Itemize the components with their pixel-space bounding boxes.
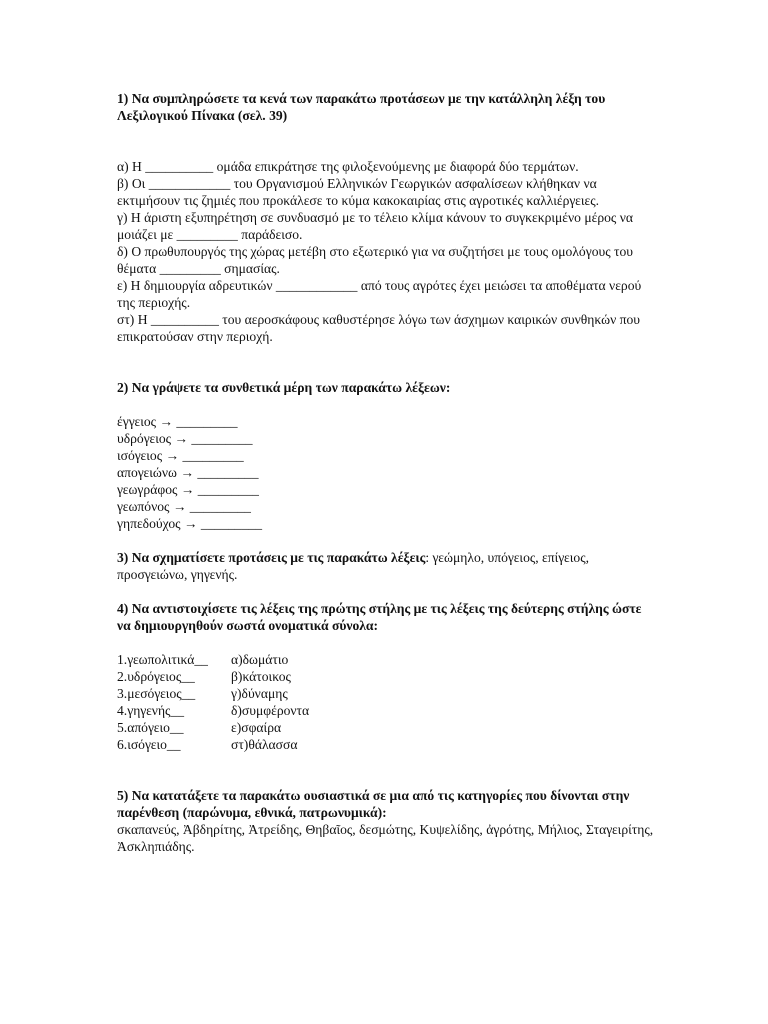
compound-word-item: υδρόγειος → _________ bbox=[117, 431, 253, 446]
matching-row bbox=[117, 736, 657, 753]
exercise-2-words bbox=[117, 413, 657, 532]
exercise-1-sentence-d: δ) Ο πρωθυπουργός της χώρας μετέβη στο εξωτερικό για να συζητήσει με τους ομολόγους του θέματα _________ σημασίας. bbox=[117, 244, 634, 276]
matching-row bbox=[117, 702, 657, 719]
matching-right-item: στ)θάλασσα bbox=[231, 737, 298, 752]
matching-left-item: 2.υδρόγειος__ bbox=[117, 669, 195, 684]
spacer bbox=[117, 634, 657, 651]
matching-right-item: δ)συμφέροντα bbox=[231, 703, 310, 718]
exercise-3-words: : γεώμηλο, υπόγειος, επίγειος, προσγειώνω, γηγενής. bbox=[117, 550, 590, 582]
exercise-4-matching-table bbox=[117, 651, 657, 753]
matching-right-item: ε)σφαίρα bbox=[231, 720, 282, 735]
exercise-1-sentence-b: β) Οι ____________ του Οργανισμού Ελληνικών Γεωργικών ασφαλίσεων κλήθηκαν να εκτιμήσουν τις ζημιές που προκάλεσε το κύμα κακοκαιρίας στις αγροτικές καλλιέργειες. bbox=[117, 176, 599, 208]
matching-row bbox=[117, 719, 657, 736]
matching-row bbox=[117, 668, 657, 685]
exercise-3 bbox=[117, 549, 657, 583]
exercise-2-title: 2) Να γράψετε τα συνθετικά μέρη των παρακάτω λέξεων: bbox=[117, 380, 451, 395]
compound-word-item: γεωπόνος → _________ bbox=[117, 499, 251, 514]
matching-left-item: 1.γεωπολιτικά__ bbox=[117, 652, 208, 667]
matching-row bbox=[117, 685, 657, 702]
spacer bbox=[117, 753, 657, 787]
exercise-5-words: σκαπανεύς, Ἀβδηρίτης, Ἀτρείδης, Θηβαῖος, δεσμώτης, Κυψελίδης, ἀγρότης, Μήλιος, Σταγειρίτης, Ἀσκληπιάδης. bbox=[117, 822, 654, 854]
exercise-4-title: 4) Να αντιστοιχίσετε τις λέξεις της πρώτης στήλης με τις λέξεις της δεύτερης στήλης ώστε να δημιουργηθούν σωστά ονοματικά σύνολα: bbox=[117, 601, 642, 633]
exercise-1-title: 1) Να συμπληρώσετε τα κενά των παρακάτω προτάσεων με την κατάλληλη λέξη του Λεξιλογικού Πίνακα (σελ. 39) bbox=[117, 91, 606, 123]
matching-row bbox=[117, 651, 657, 668]
exercise-1-sentence-c: γ) Η άριστη εξυπηρέτηση σε συνδυασμό με το τέλειο κλίμα κάνουν το συγκεκριμένο μέρος να μοιάζει με _________ παράδεισο. bbox=[117, 210, 633, 242]
compound-word-item: απογειώνω → _________ bbox=[117, 465, 259, 480]
exercise-3-title: 3) Να σχηματίσετε προτάσεις με τις παρακάτω λέξεις bbox=[117, 550, 426, 565]
spacer bbox=[117, 345, 657, 379]
exercise-1-sentences bbox=[117, 158, 657, 345]
matching-left-item: 5.απόγειο__ bbox=[117, 720, 184, 735]
matching-right-item: β)κάτοικος bbox=[231, 669, 291, 684]
compound-word-item: γεωγράφος → _________ bbox=[117, 482, 259, 497]
spacer bbox=[117, 396, 657, 413]
matching-right-item: γ)δύναμης bbox=[231, 686, 288, 701]
spacer bbox=[117, 532, 657, 549]
worksheet-page bbox=[117, 90, 657, 855]
matching-left-item: 3.μεσόγειος__ bbox=[117, 686, 196, 701]
spacer bbox=[117, 583, 657, 600]
exercise-1-sentence-e: ε) Η δημιουργία αδρευτικών ____________ από τους αγρότες έχει μειώσει τα αποθέματα νερού της περιοχής. bbox=[117, 278, 642, 310]
compound-word-item: γηπεδούχος → _________ bbox=[117, 516, 263, 531]
exercise-1-sentence-a: α) Η __________ ομάδα επικράτησε της φιλοξενούμενης με διαφορά δύο τερμάτων. bbox=[117, 159, 579, 174]
compound-word-item: ισόγειος → _________ bbox=[117, 448, 244, 463]
exercise-5-title: 5) Να κατατάξετε τα παρακάτω ουσιαστικά σε μια από τις κατηγορίες που δίνονται στην παρένθεση (παρώνυμα, εθνικά, πατρωνυμικά): bbox=[117, 788, 630, 820]
exercise-1-sentence-st: στ) Η __________ του αεροσκάφους καθυστέρησε λόγω των άσχημων καιρικών συνθηκών που επικρατούσαν στην περιοχή. bbox=[117, 312, 641, 344]
matching-left-item: 4.γηγενής__ bbox=[117, 703, 185, 718]
spacer bbox=[117, 124, 657, 158]
matching-left-item: 6.ισόγειο__ bbox=[117, 737, 181, 752]
matching-right-item: α)δωμάτιο bbox=[231, 652, 289, 667]
compound-word-item: έγγειος → _________ bbox=[117, 414, 238, 429]
